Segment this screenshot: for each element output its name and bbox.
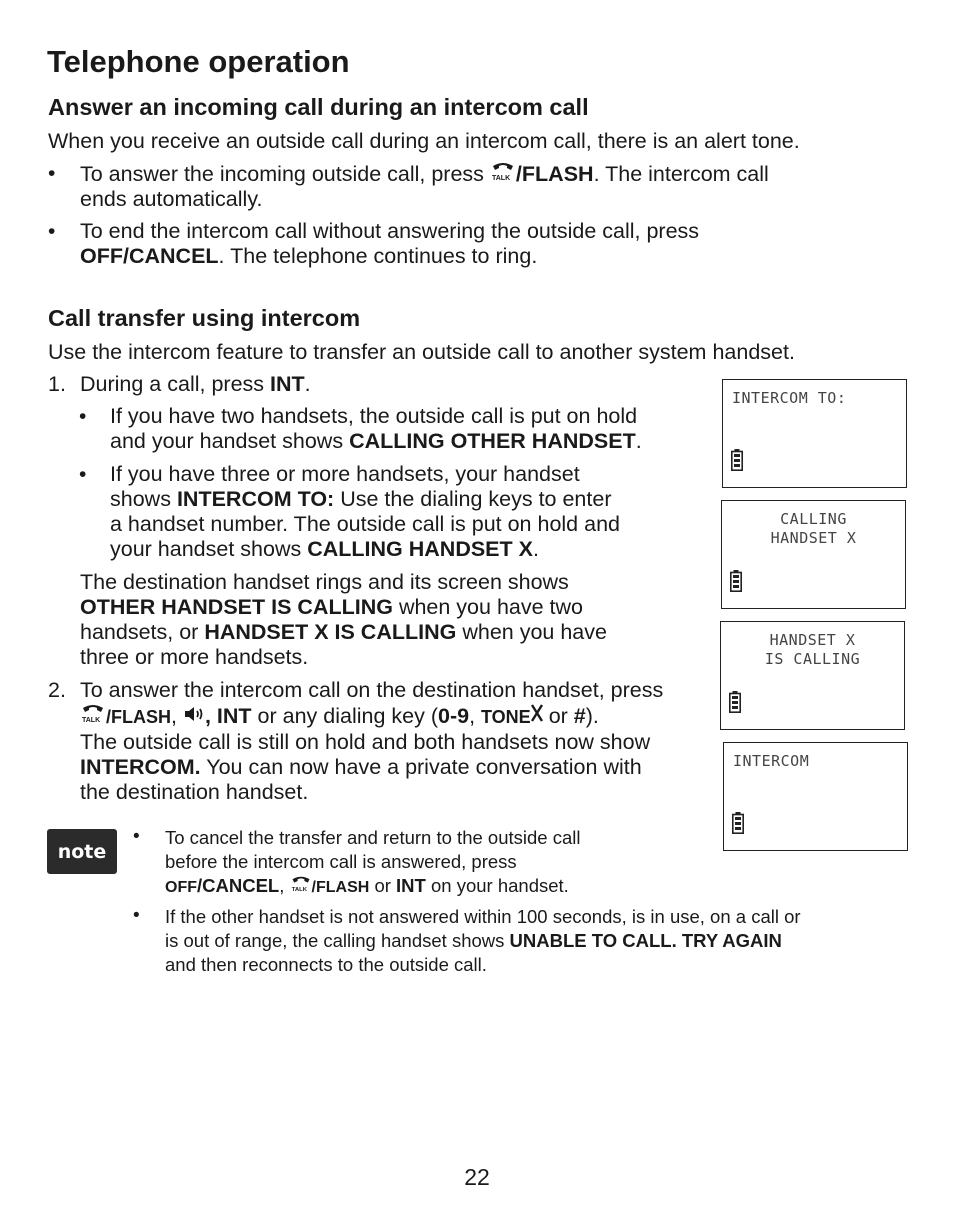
text: a handset number. The outside call is put on hold and: [110, 512, 620, 536]
step1-number: 1.: [48, 372, 66, 396]
text: before the intercom call is answered, press: [165, 851, 517, 872]
tone-key: TONE: [481, 707, 531, 727]
text: or: [548, 704, 568, 728]
lcd-line: HANDSET X: [769, 631, 856, 649]
text: on your handset.: [430, 875, 569, 896]
display-text: UNABLE TO CALL. TRY AGAIN: [509, 930, 782, 951]
text: During a call, press: [80, 372, 265, 396]
display-text: HANDSET X IS CALLING: [204, 620, 457, 644]
destination-paragraph: [80, 570, 700, 670]
battery-icon: [732, 812, 744, 834]
talk-phone-icon: [290, 875, 312, 892]
text: You can now have a private conversation with: [206, 755, 642, 779]
step2-number: 2.: [48, 678, 66, 702]
text: shows: [110, 487, 171, 511]
text: or: [374, 875, 391, 896]
digit-keys: 0-9: [437, 704, 470, 728]
bullet-dot: •: [133, 826, 140, 847]
off-cancel-key: OFF/CANCEL: [80, 244, 219, 268]
lcd-screen-calling-handset: [721, 500, 906, 609]
section-heading-transfer: Call transfer using intercom: [48, 305, 361, 331]
text: If you have two handsets, the outside call is put on hold: [110, 404, 638, 428]
bullet-answer-call: [80, 161, 860, 212]
text: If the other handset is not answered within 100 seconds, is in use, on a call or: [165, 906, 801, 927]
lcd-screen-intercom: [723, 742, 908, 851]
bullet-dot: •: [79, 405, 87, 428]
text: is out of range, the calling handset shows: [165, 930, 505, 951]
lcd-line: INTERCOM TO:: [732, 389, 847, 407]
text: .: [304, 372, 311, 396]
text: To cancel the transfer and return to the outside call: [165, 827, 581, 848]
cancel-key: /CANCEL: [197, 875, 280, 896]
section2-intro: Use the intercom feature to transfer an outside call to another system handset.: [48, 340, 795, 364]
page-title: Telephone operation: [47, 44, 350, 79]
bullet-dot: •: [79, 463, 87, 486]
lcd-screen-intercom-to: [722, 379, 907, 488]
section-heading-answer: Answer an incoming call during an intercom call: [48, 94, 589, 120]
text: The destination handset rings and its screen shows: [80, 570, 569, 594]
svg-text:TALK: TALK: [491, 175, 511, 181]
note-badge: note: [47, 829, 117, 874]
hash-key: #: [573, 704, 586, 728]
text: and then reconnects to the outside call.: [165, 954, 487, 975]
note-cancel-transfer: To cancel the transfer and return to the outside call before the intercom call is answered, press OFF/CANCEL, TALK /FLASH or INT on your handset.: [165, 827, 581, 896]
text: or any dialing key (: [257, 704, 438, 728]
text: three or more handsets.: [80, 645, 309, 669]
svg-text:TALK: TALK: [82, 717, 101, 723]
note-unable-to-call: [165, 905, 925, 977]
lcd-line: CALLING: [780, 510, 847, 528]
text: Use the dialing keys to enter: [340, 487, 612, 511]
int-key: INT: [396, 875, 426, 896]
int-key: , INT: [204, 704, 252, 728]
display-text: INTERCOM.: [80, 755, 201, 779]
display-text: CALLING HANDSET X: [307, 537, 533, 561]
bullet-dot: •: [133, 905, 140, 926]
text: .: [532, 537, 539, 561]
flash-key: /FLASH: [311, 879, 370, 896]
battery-icon: [729, 691, 741, 713]
text: when you have two: [398, 595, 583, 619]
text: To answer the incoming outside call, press: [80, 162, 484, 186]
talk-phone-icon: [80, 703, 106, 723]
display-text: CALLING OTHER HANDSET: [349, 429, 636, 453]
text: . The intercom call: [593, 162, 769, 186]
text: ends automatically.: [80, 187, 263, 211]
sub-bullet-three-handsets: [110, 462, 710, 562]
display-text: INTERCOM TO:: [176, 487, 335, 511]
talk-phone-icon: [490, 161, 516, 181]
tone-star-icon: [531, 703, 543, 723]
text: ).: [585, 704, 599, 728]
battery-icon: [731, 449, 743, 471]
off-key: OFF: [165, 879, 197, 896]
text: the destination handset.: [80, 780, 309, 804]
text: when you have: [462, 620, 607, 644]
page-number: 22: [464, 1164, 490, 1190]
text: .: [635, 429, 642, 453]
int-key: INT: [270, 372, 305, 396]
svg-text:TALK: TALK: [291, 887, 307, 892]
text: The outside call is still on hold and both handsets now show: [80, 730, 651, 754]
text: and your handset shows: [110, 429, 344, 453]
display-text: OTHER HANDSET IS CALLING: [80, 595, 393, 619]
lcd-line: IS CALLING: [764, 650, 861, 668]
bullet-dot: •: [48, 162, 56, 185]
text: If you have three or more handsets, your handset: [110, 462, 580, 486]
lcd-screen-handset-calling: [720, 621, 905, 730]
step1-text: [80, 372, 311, 397]
section1-intro: When you receive an outside call during an intercom call, there is an alert tone.: [48, 129, 800, 153]
step2-text: To answer the intercom call on the destination handset, press TALK /FLASH, , INT or any dialing key (0-9, TONE or #). The outside call is still on hold and both handsets now show INTERCOM. You can now have a private conversation with the destination handset.: [80, 678, 664, 804]
sub-bullet-two-handsets: [110, 404, 710, 454]
text: To end the intercom call without answering the outside call, press: [80, 219, 700, 243]
speaker-icon: [183, 705, 205, 723]
text: handsets, or: [80, 620, 199, 644]
text: your handset shows: [110, 537, 302, 561]
bullet-end-intercom: [80, 219, 860, 269]
flash-key: /FLASH: [106, 707, 171, 727]
text: To answer the intercom call on the destination handset, press: [80, 678, 664, 702]
bullet-dot: •: [48, 220, 56, 243]
lcd-line: HANDSET X: [770, 529, 857, 547]
battery-icon: [730, 570, 742, 592]
flash-key: /FLASH: [515, 162, 594, 186]
text: . The telephone continues to ring.: [218, 244, 538, 268]
lcd-line: INTERCOM: [733, 752, 810, 770]
